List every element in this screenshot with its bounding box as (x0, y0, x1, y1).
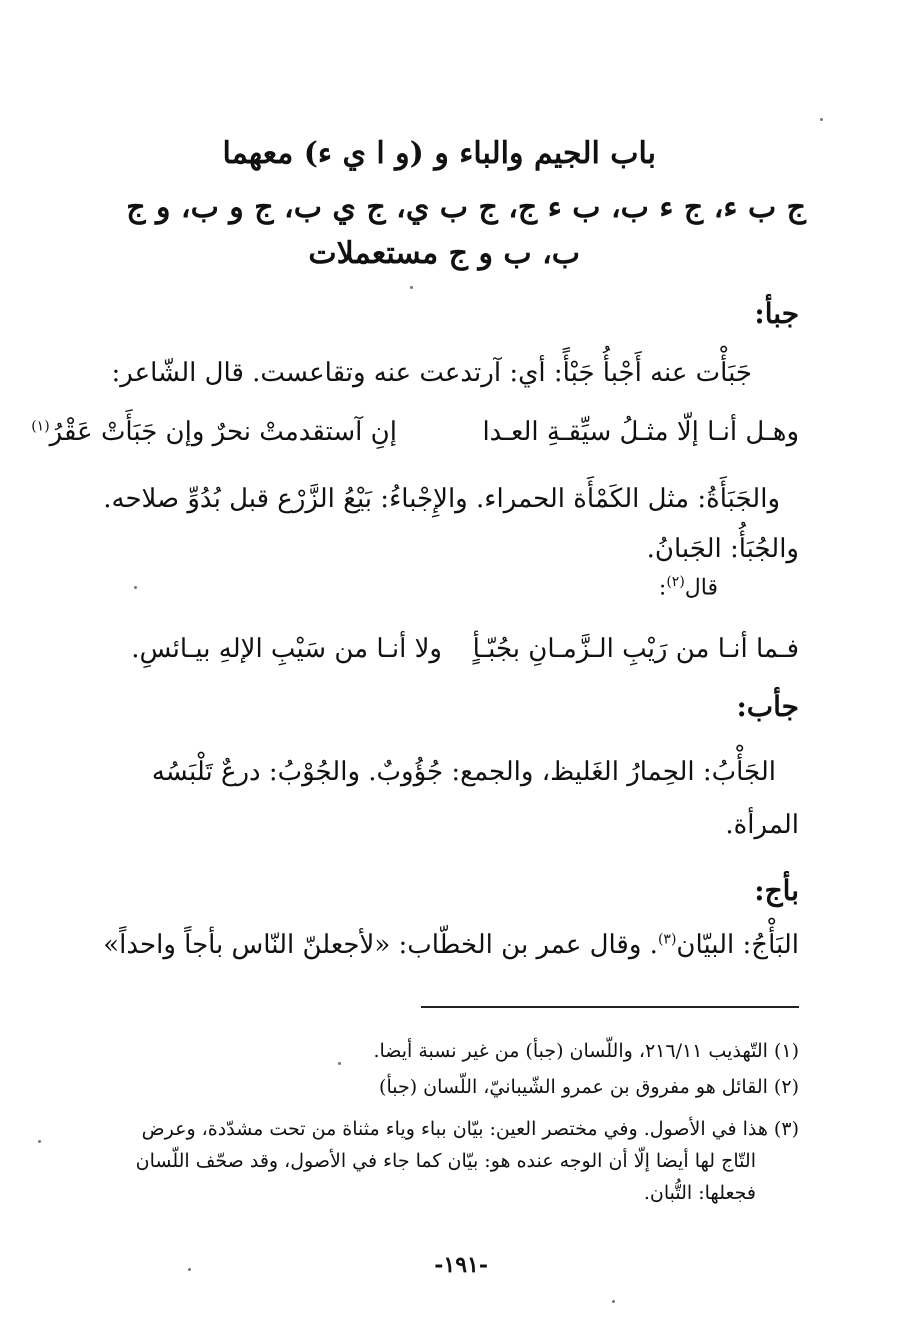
footnote-3-line-2: التّاج لها أيضا إلّا أن الوجه عنده هو: بيّان كما جاء في الأصول، وقد صحّف اللّسان (135, 1150, 756, 1172)
entry-jaba-definition: جَبَأْت عنه أَجْبأُ جَبْأً: أي: آرتدعت عنه وتقاعست. قال الشّاعر: (111, 358, 752, 388)
scan-speck (38, 1140, 41, 1143)
letter-combinations-line-1: ج ب ء، ج ء ب، ب ء ج، ج ب ي، ج ي ب، ج و ب، و ج (126, 190, 806, 225)
entry-jaba-line-2: والجَبَأَةُ: مثل الكَمْأَة الحمراء. والإِجْباءُ: بَيْعُ الزَّرْع قبل بُدُوِّ صلاحه. (103, 484, 780, 514)
entry-heading-baaj: بأج: (754, 874, 799, 907)
entry-baaj-line-1 (103, 930, 799, 960)
entry-jaab-line-1: الجَأْبُ: الحِمارُ الغَليظ، والجمع: جُؤُوبٌ. والجُوْبُ: درعٌ تَلْبَسُه (151, 757, 776, 787)
footnote-3-line-1: (٣) هذا في الأصول. وفي مختصر العين: بيّان بباء وياء مثناة من تحت مشدّدة، وعرض (141, 1118, 799, 1140)
footnote-3-line-3: فجعلها: التُّبان. (643, 1182, 756, 1204)
page-number: -١٩١- (434, 1252, 488, 1278)
footnote-2: (٢) القائل هو مفروق بن عمرو الشّيبانيّ، اللّسان (جبأ) (379, 1076, 799, 1098)
verse-2-first-hemistich: فـما أنـا من رَيْبِ الـزَّمـانِ بجُبّـأٍ (472, 634, 799, 664)
scan-speck (338, 1062, 341, 1065)
entry-heading-jaab: جأب: (736, 690, 799, 723)
verse-1-first-hemistich: وهـل أنـا إلّا مثـلُ سيِّقـةِ العـدا (482, 417, 799, 447)
scan-speck (820, 118, 823, 121)
quote-intro-colon: : (658, 575, 667, 601)
chapter-title: باب الجيم والباء و (و ا ي ء) معهما (222, 136, 656, 171)
scan-speck (612, 1300, 615, 1303)
verse-1-second-hemistich (31, 417, 397, 447)
footnote-divider (421, 1006, 799, 1008)
entry-jaba-quote-intro (659, 574, 718, 600)
footnote-marker-3: (٣) (657, 931, 677, 948)
scan-speck (134, 586, 137, 589)
verse-1-second-hemistich-text: إنِ آستقدمتْ نحرٌ وإن جَبَأَتْ عَقْرُ (49, 417, 397, 447)
footnote-1: (١) التّهذيب ٢١٦/١١، واللّسان (جبأ) من غير نسبة أيضا. (373, 1040, 799, 1062)
entry-heading-jaba: جبأ: (754, 297, 799, 330)
quote-intro-label: قال (684, 575, 718, 601)
verse-2-second-hemistich: ولا أنـا من سَيْبِ الإلهِ بيـائسِ. (131, 634, 442, 664)
scan-speck (410, 286, 413, 289)
entry-jaba-line-3: والجُبَأُ: الجَبانُ. (646, 534, 799, 564)
scan-speck (188, 1268, 191, 1271)
letter-combinations-line-2: ب، ب و ج مستعملات (308, 236, 580, 271)
entry-jaab-line-2: المرأة. (725, 810, 799, 840)
entry-baaj-text-b: . وقال عمر بن الخطّاب: «لأجعلنّ النّاس بأجاً واحداً» (103, 930, 658, 960)
entry-baaj-text-a: البَأْجُ: البيّان (676, 930, 799, 960)
footnote-marker-1: (١) (31, 418, 50, 435)
footnote-marker-2: (٢) (666, 574, 685, 590)
